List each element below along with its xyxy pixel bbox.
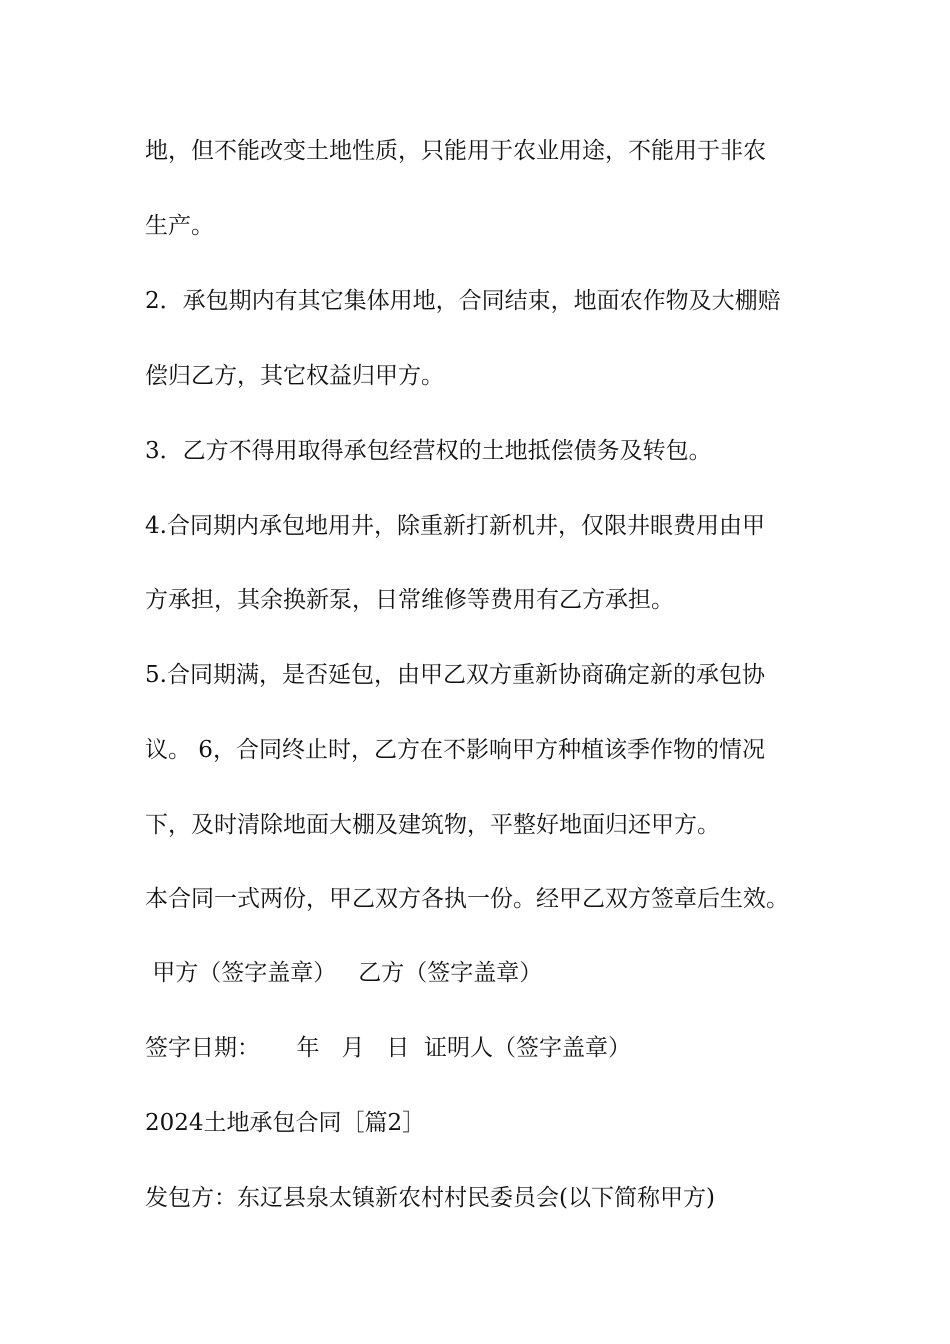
- clause-5-line: 5.合同期满，是否延包，由甲乙双方重新协商确定新的承包协: [145, 662, 765, 688]
- signature-parties-line: 甲方（签字盖章） 乙方（签字盖章）: [145, 960, 543, 986]
- clause-2-line: 2．承包期内有其它集体用地，合同结束，地面农作物及大棚赔: [145, 288, 781, 314]
- body-text-line: 生产。: [145, 213, 214, 239]
- body-text-line: 方承担，其余换新泵，日常维修等费用有乙方承担。: [145, 587, 674, 613]
- body-text-line: 地，但不能改变土地性质，只能用于农业用途，不能用于非农: [145, 138, 766, 164]
- clause-4-line: 4.合同期内承包地用井，除重新打新机井，仅限井眼费用由甲: [145, 513, 765, 539]
- section-heading: 2024土地承包合同［篇2］: [145, 1110, 426, 1136]
- copies-statement-line: 本合同一式两份，甲乙双方各执一份。经甲乙双方签章后生效。: [145, 886, 789, 912]
- body-text-line: 下，及时清除地面大棚及建筑物，平整好地面归还甲方。: [145, 812, 720, 838]
- signature-date-line: 签字日期： 年 月 日 证明人（签字盖章）: [145, 1035, 632, 1061]
- contracting-party-line: 发包方：东辽县泉太镇新农村村民委员会(以下简称甲方): [145, 1185, 715, 1211]
- clause-6-line: 议。 6，合同终止时，乙方在不影响甲方种植该季作物的情况: [145, 737, 765, 763]
- clause-3-line: 3．乙方不得用取得承包经营权的土地抵偿债务及转包。: [145, 438, 712, 464]
- body-text-line: 偿归乙方，其它权益归甲方。: [145, 363, 444, 389]
